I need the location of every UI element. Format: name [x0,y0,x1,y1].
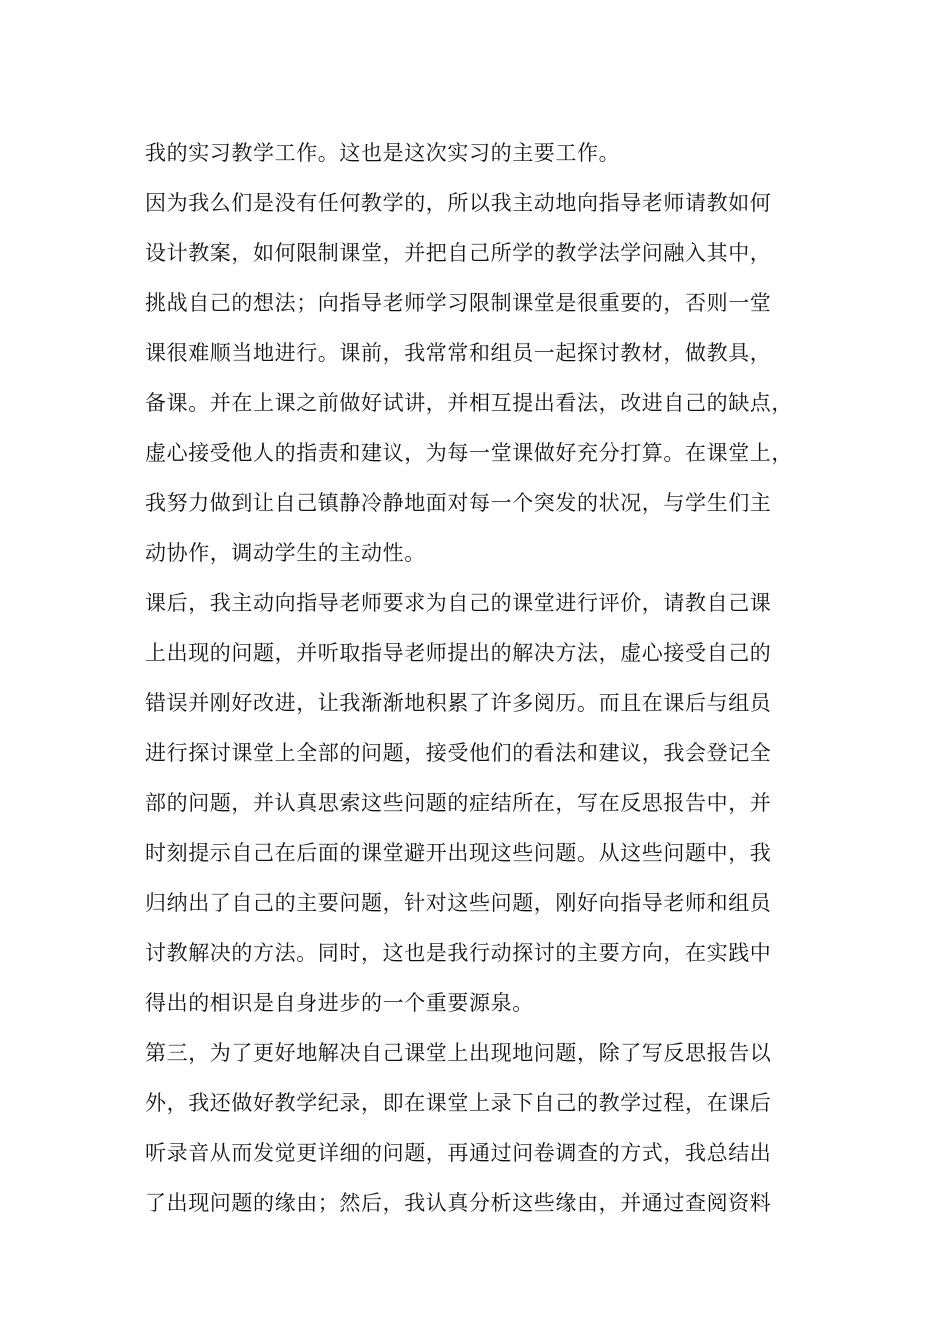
text-line: 部的问题，并认真思索这些问题的症结所在，写在反思报告中，并 [145,791,772,815]
text-line: 归纳出了自己的主要问题，针对这些问题，刚好向指导老师和组员 [145,891,772,915]
text-line: 错误并刚好改进，让我渐渐地积累了许多阅历。而且在课后与组员 [145,691,772,715]
document-body [145,128,825,1228]
text-line: 课很难顺当地进行。课前，我常常和组员一起探讨教材，做教具， [145,341,772,365]
text-line: 我的实习教学工作。这也是这次实习的主要工作。 [145,141,621,165]
text-line: 上出现的问题，并听取指导老师提出的解决方法，虚心接受自己的 [145,641,772,665]
text-line: 时刻提示自己在后面的课堂避开出现这些问题。从这些问题中，我 [145,841,772,865]
text-line: 了出现问题的缘由；然后，我认真分析这些缘由，并通过查阅资料 [145,1191,772,1215]
text-line: 得出的相识是自身进步的一个重要源泉。 [145,991,534,1015]
text-line: 设计教案，如何限制课堂，并把自己所学的教学法学问融入其中， [145,241,772,265]
text-line: 动协作，调动学生的主动性。 [145,541,426,565]
text-line: 备课。并在上课之前做好试讲，并相互提出看法，改进自己的缺点， [145,391,793,415]
text-line: 听录音从而发觉更详细的问题，再通过问卷调查的方式，我总结出 [145,1141,772,1165]
text-line: 我努力做到让自己镇静冷静地面对每一个突发的状况，与学生们主 [145,491,772,515]
text-line: 第三，为了更好地解决自己课堂上出现地问题，除了写反思报告以 [145,1041,772,1065]
text-line: 讨教解决的方法。同时，这也是我行动探讨的主要方向，在实践中 [145,941,772,965]
text-line: 因为我么们是没有任何教学的，所以我主动地向指导老师请教如何 [145,191,772,215]
text-line: 课后，我主动向指导老师要求为自己的课堂进行评价，请教自己课 [145,591,772,615]
text-line: 挑战自己的想法；向指导老师学习限制课堂是很重要的，否则一堂 [145,291,772,315]
text-line: 虚心接受他人的指责和建议，为每一堂课做好充分打算。在课堂上， [145,441,793,465]
text-line: 外，我还做好教学纪录，即在课堂上录下自己的教学过程，在课后 [145,1091,772,1115]
text-line: 进行探讨课堂上全部的问题，接受他们的看法和建议，我会登记全 [145,741,772,765]
